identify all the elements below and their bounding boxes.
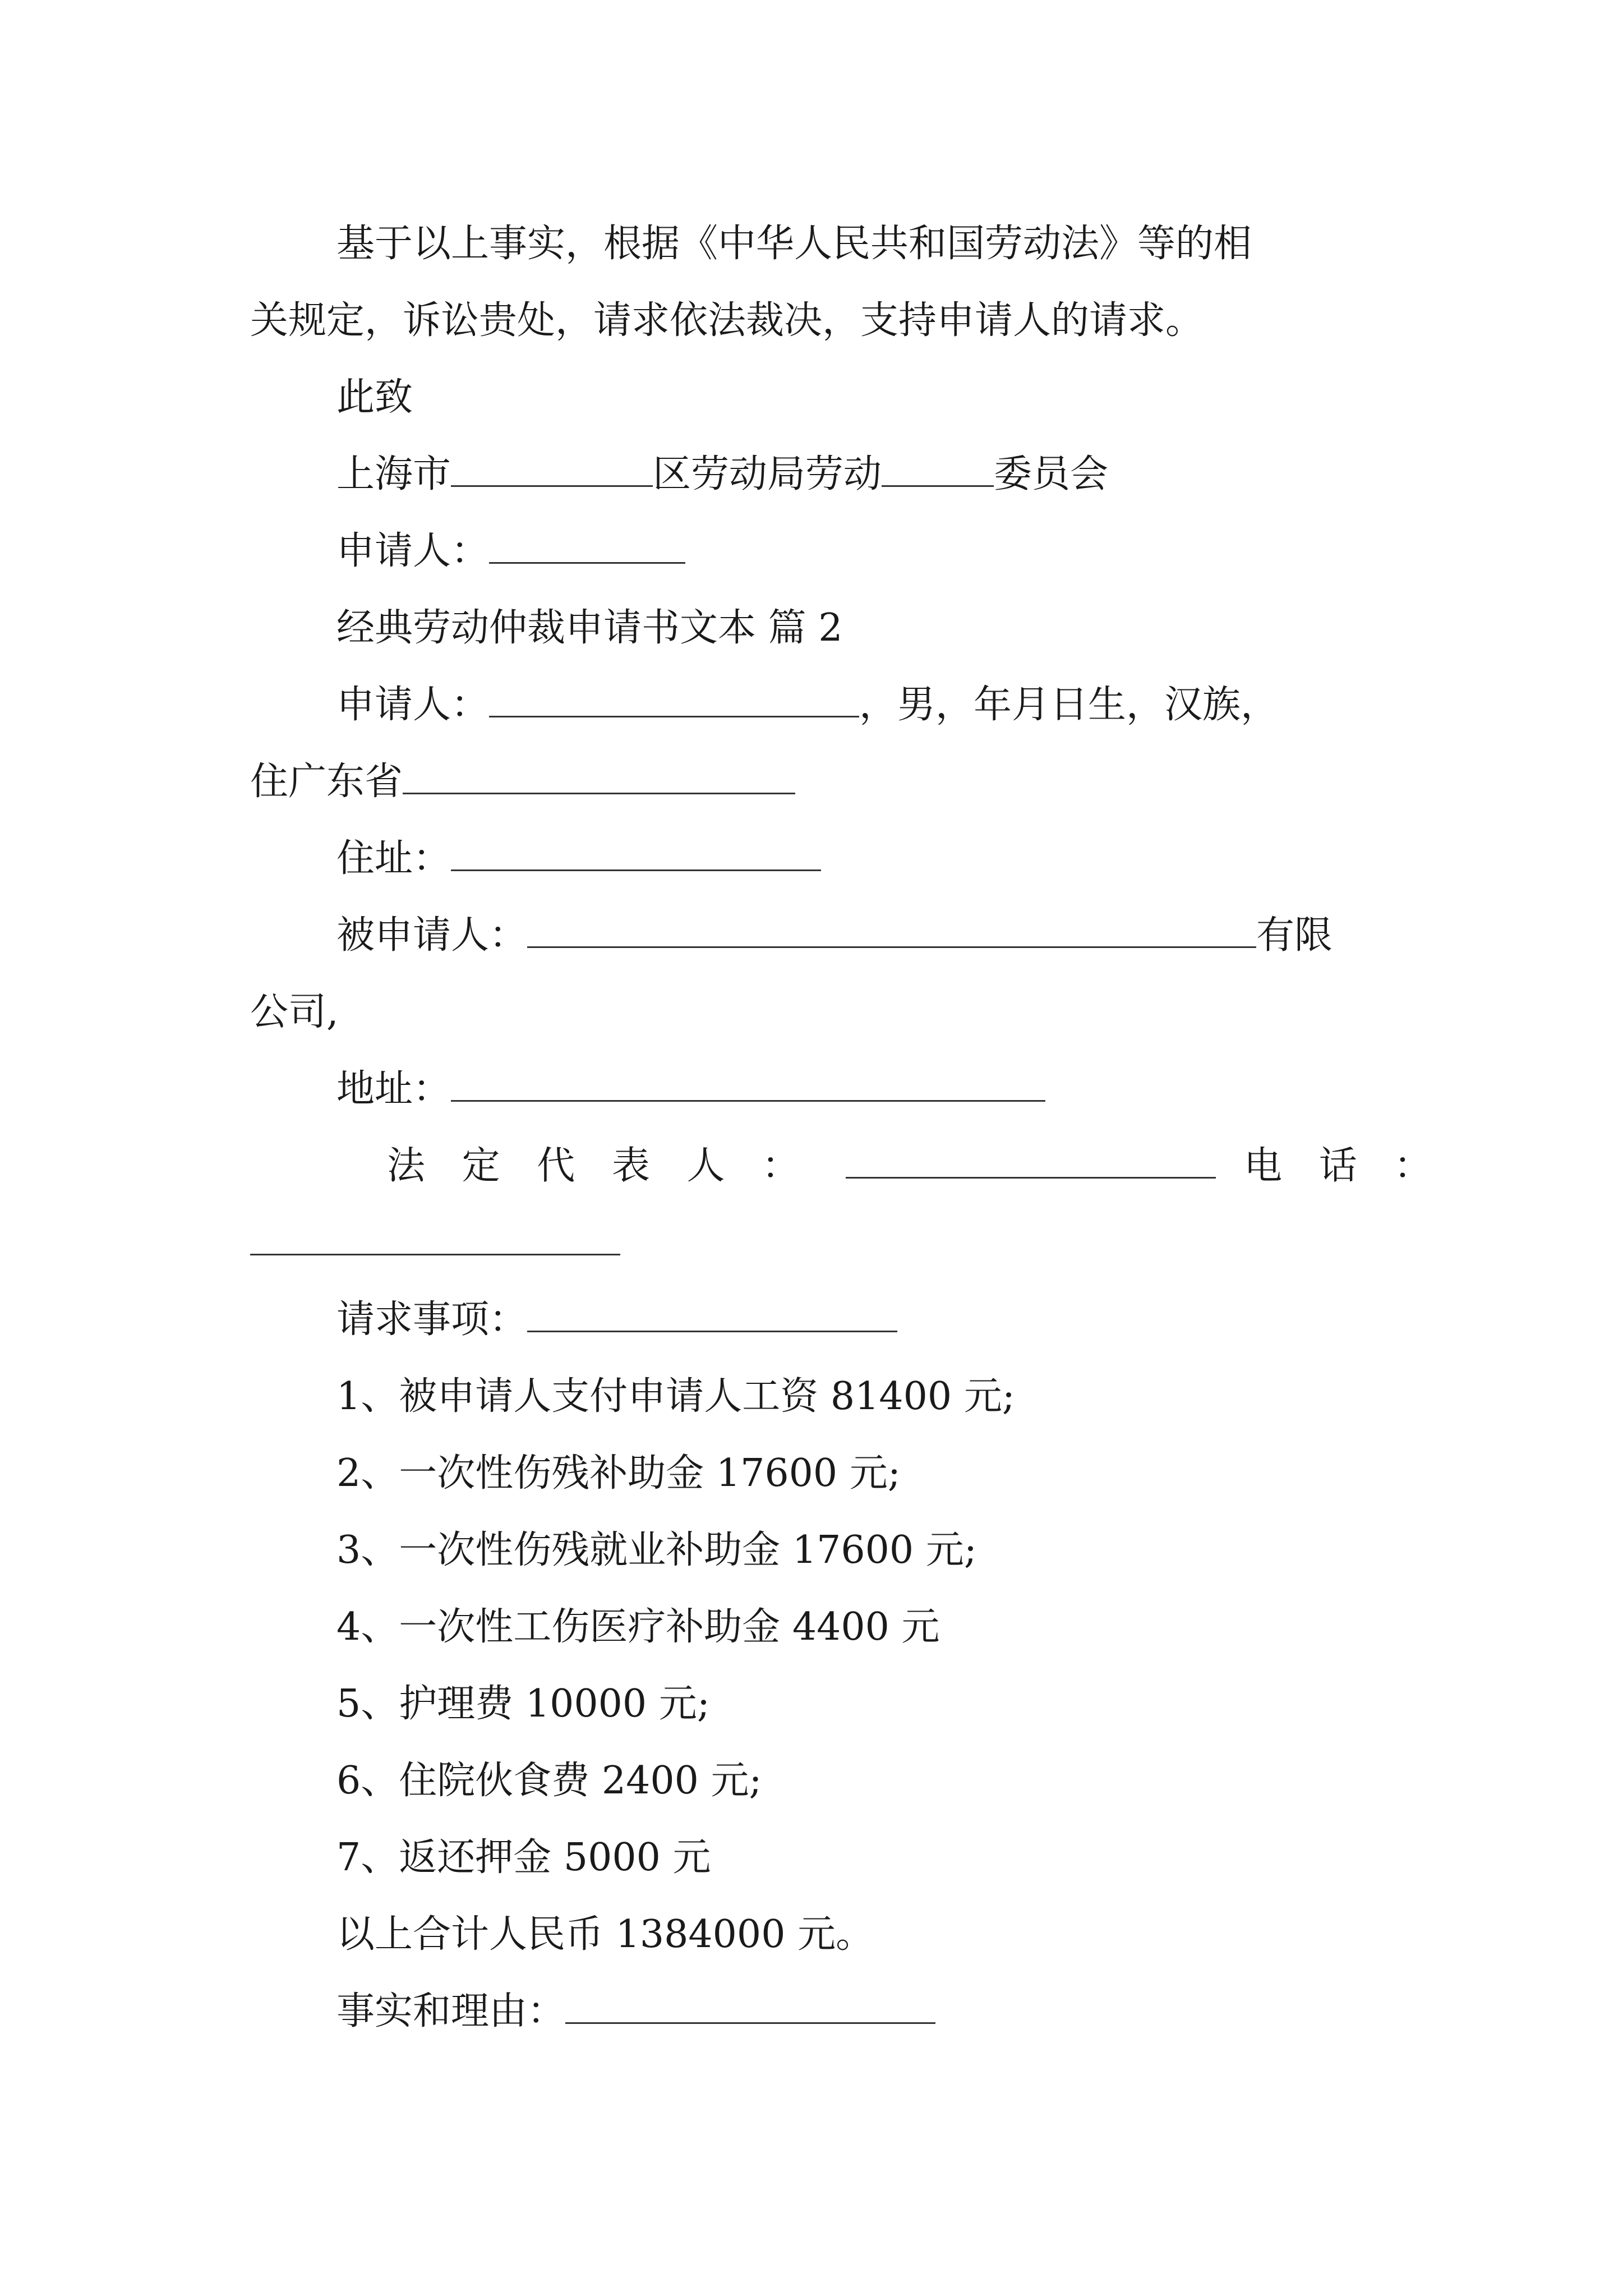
- section-heading: 经典劳动仲裁申请书文本 篇 2: [336, 606, 843, 650]
- claim-item-2: 2、一次性伤残补助金 17600 元;: [336, 1451, 901, 1496]
- facts-label: 事实和理由：: [336, 1989, 566, 2033]
- applicant-label-2: 申请人：: [336, 683, 490, 727]
- claim-item-4: 4、一次性工伤医疗补助金 4400 元: [336, 1605, 940, 1649]
- respondent-suffix: 有限: [1256, 913, 1333, 958]
- address-blank: [451, 836, 821, 871]
- address-label: 住址：: [336, 836, 451, 881]
- applicant-signature-line: [336, 521, 685, 582]
- recipient-line: [336, 444, 1108, 505]
- address-line: [336, 828, 821, 890]
- applicant-info-line: [336, 674, 1279, 736]
- residence-label: 住广东省: [250, 760, 403, 804]
- applicant-residence-line: [250, 751, 795, 813]
- claims-blank: [527, 1297, 897, 1332]
- recipient-committee: 委员会: [994, 452, 1109, 496]
- facts-line: [336, 1981, 935, 2042]
- claim-item-3: 3、一次性伤残就业补助金 17600 元;: [336, 1528, 977, 1572]
- applicant-label: 申请人：: [336, 529, 490, 573]
- paragraph-conclusion-line-2: 关规定，诉讼贵处，请求依法裁决，支持申请人的请求。: [250, 298, 1204, 343]
- legal-rep-line: [387, 1135, 1444, 1197]
- applicant-details: ，男，年月日生，汉族，: [859, 683, 1279, 727]
- respondent-label: 被申请人：: [336, 913, 528, 958]
- paragraph-conclusion-line-1: 基于以上事实，根据《中华人民共和国劳动法》等的相: [336, 222, 1252, 266]
- applicant-signature-blank: [489, 528, 685, 564]
- respondent-name-blank: [527, 913, 1256, 948]
- phone-line: [250, 1212, 620, 1274]
- claims-line: [336, 1289, 897, 1351]
- residence-blank: [403, 759, 795, 794]
- respondent-address-label: 地址：: [336, 1067, 451, 1111]
- respondent-line-2: 公司,: [250, 990, 339, 1034]
- district-blank: [451, 452, 653, 487]
- claims-label: 请求事项：: [336, 1297, 528, 1342]
- phone-blank: [250, 1220, 620, 1255]
- applicant-name-blank: [489, 682, 859, 717]
- committee-type-blank: [882, 452, 994, 487]
- respondent-address-blank: [451, 1066, 1045, 1102]
- claim-item-1: 1、被申请人支付申请人工资 81400 元;: [336, 1374, 1015, 1419]
- claims-total: 以上合计人民币 1384000 元。: [336, 1912, 874, 1957]
- legal-rep-label: 法 定 代 表 人 ：: [387, 1144, 813, 1188]
- recipient-bureau: 区劳动局劳动: [653, 452, 882, 496]
- respondent-address-line: [336, 1059, 1045, 1120]
- recipient-city: 上海市: [336, 452, 451, 496]
- claim-item-5: 5、护理费 10000 元;: [336, 1682, 710, 1726]
- claim-item-6: 6、住院伙食费 2400 元;: [336, 1759, 762, 1803]
- facts-blank: [565, 1989, 935, 2024]
- legal-rep-blank: [846, 1143, 1216, 1179]
- salutation: 此致: [336, 375, 413, 420]
- claim-item-7: 7、返还押金 5000 元: [336, 1835, 711, 1880]
- respondent-line: [336, 905, 1332, 967]
- phone-label: 电 话 ：: [1244, 1144, 1445, 1188]
